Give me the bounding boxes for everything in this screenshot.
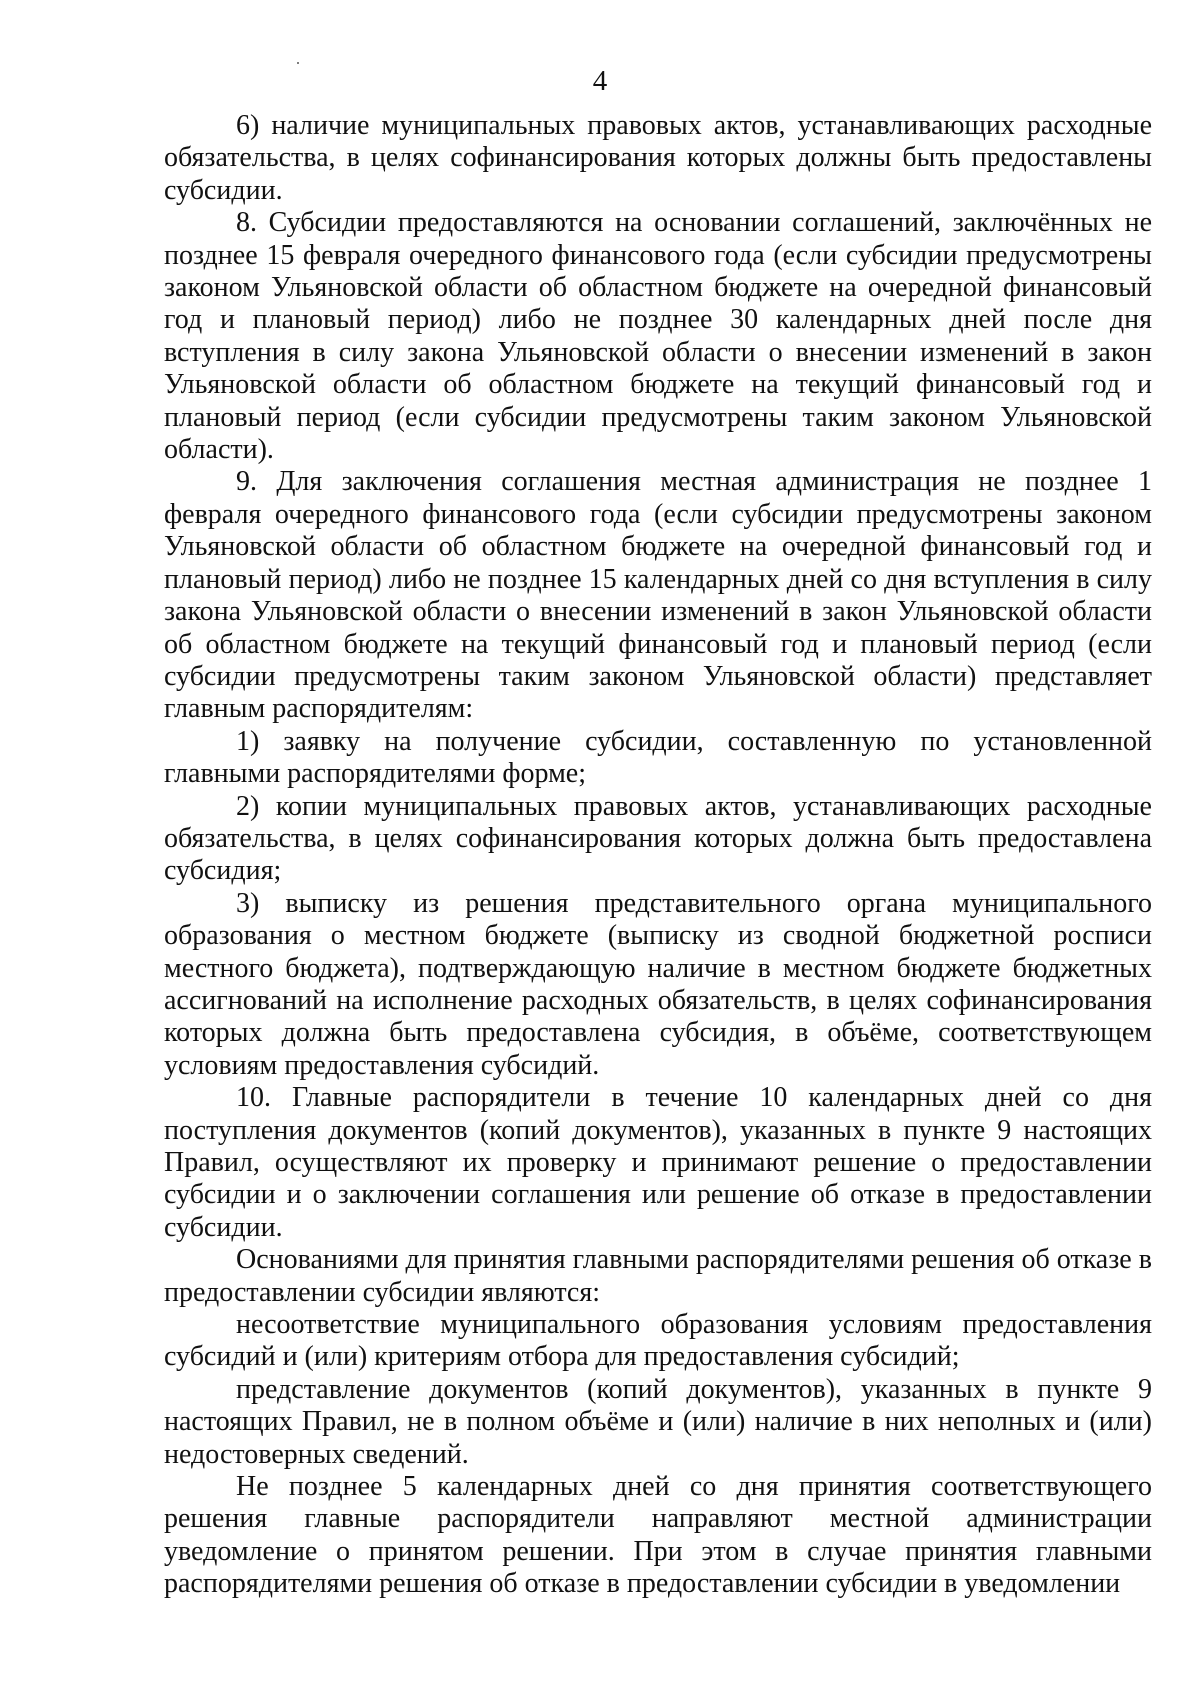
paragraph-ground-nonconformity: несоответствие муниципального образования условиям предоставления субсидий и (или) критериям отбора для предоставления субсидий;: [164, 1309, 1152, 1373]
paragraph-item-2: 2) копии муниципальных правовых актов, устанавливающих расходные обязательства, в целях софинансирования которых должна быть предоставлена субсидия;: [164, 790, 1152, 887]
document-body: [164, 110, 1152, 1601]
paragraph-clause-9: 9. Для заключения соглашения местная администрация не позднее 1 февраля очередного финансового года (если субсидии предусмотрены законом Ульяновской области об областном бюджете на очередной финансовый год и плановый период) либо не позднее 15 календарных дней со дня вступления в силу закона Ульяновской области о внесении изменений в закон Ульяновской области об областном бюджете на текущий финансовый год и плановый период (если субсидии предусмотрены таким законом Ульяновской области) представляет главным распорядителям:: [164, 466, 1152, 725]
paragraph-clause-8: 8. Субсидии предоставляются на основании соглашений, заключённых не позднее 15 февраля очередного финансового года (если субсидии предусмотрены законом Ульяновской области об областном бюджете на очередной финансовый год и плановый период) либо не позднее 30 календарных дней после дня вступления в силу закона Ульяновской области о внесении изменений в закон Ульяновской области об областном бюджете на текущий финансовый год и плановый период (если субсидии предусмотрены таким законом Ульяновской области).: [164, 207, 1152, 466]
paragraph-item-1: 1) заявку на получение субсидии, составленную по установленной главными распорядителями форме;: [164, 725, 1152, 790]
paragraph-notification: Не позднее 5 календарных дней со дня принятия соответствующего решения главные распорядители направляют местной администрации уведомление о принятом решении. При этом в случае принятия главными распорядителями решения об отказе в предоставлении субсидии в уведомлении: [164, 1471, 1152, 1600]
paragraph-ground-incomplete-documents: представление документов (копий документов), указанных в пункте 9 настоящих Правил, не в полном объёме и (или) наличие в них неполных и (или) недостоверных сведений.: [164, 1373, 1152, 1470]
paragraph-item-3: 3) выписку из решения представительного органа муниципального образования о местном бюджете (выписку из сводной бюджетной росписи местного бюджета), подтверждающую наличие в местном бюджете бюджетных ассигнований на исполнение расходных обязательств, в целях софинансирования которых должна быть предоставлена субсидия, в объёме, соответствующем условиям предоставления субсидий.: [164, 887, 1152, 1081]
paragraph-clause-10: 10. Главные распорядители в течение 10 календарных дней со дня поступления документов (копий документов), указанных в пункте 9 настоящих Правил, осуществляют их проверку и принимают решение о предоставлении субсидии и о заключении соглашения или решение об отказе в предоставлении субсидии.: [164, 1082, 1152, 1243]
page-number: 4: [592, 65, 608, 97]
paragraph-item-6: 6) наличие муниципальных правовых актов, устанавливающих расходные обязательства, в целях софинансирования которых должны быть предоставлены субсидии.: [164, 110, 1152, 206]
paragraph-refusal-grounds: Основаниями для принятия главными распорядителями решения об отказе в предоставлении субсидии являются:: [164, 1244, 1152, 1308]
